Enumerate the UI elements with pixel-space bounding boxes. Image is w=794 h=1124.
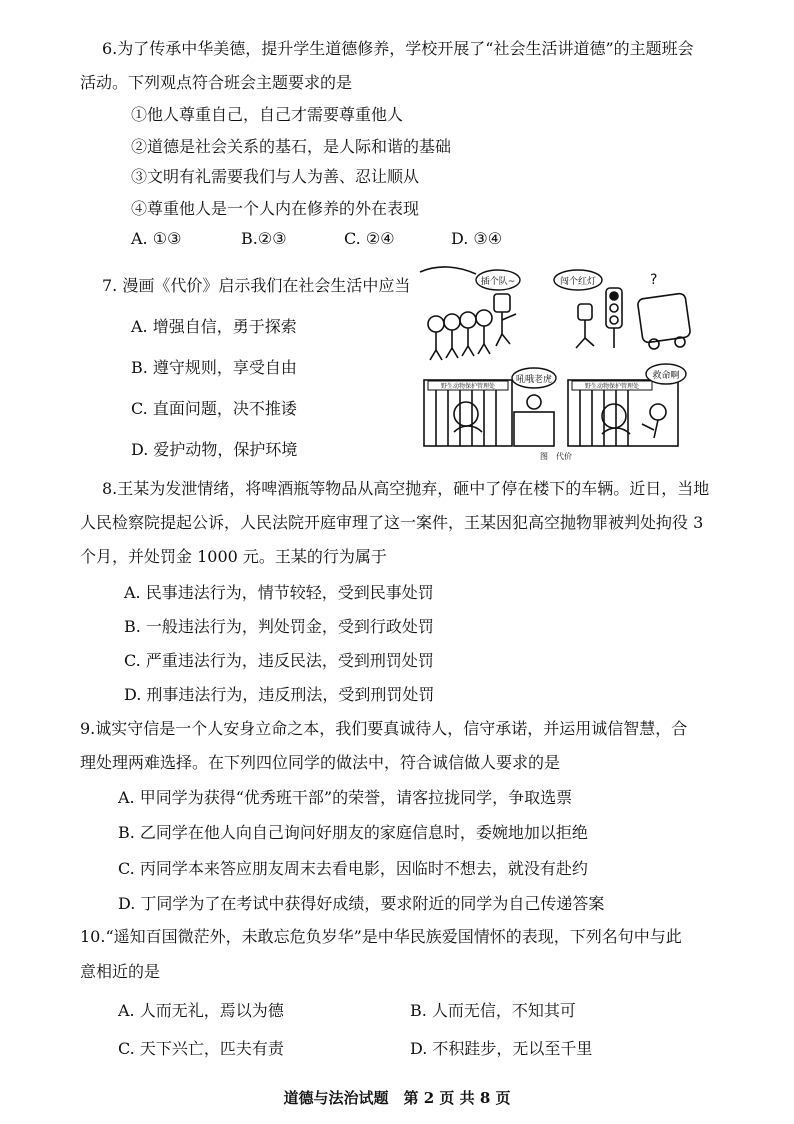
q7-option-b: B. 遵守规则，享受自由 (131, 358, 297, 377)
q7-stem: 7. 漫画《代价》启示我们在社会生活中应当 (102, 276, 411, 295)
q7-option-c: C. 直面问题，决不推诿 (131, 399, 297, 418)
q10-option-c: C. 天下兴亡，匹夫有责 (118, 1039, 284, 1058)
q10-option-a: A. 人而无礼，焉以为德 (118, 1001, 284, 1020)
q9-option-d: D. 丁同学为了在考试中获得好成绩，要求附近的同学为自己传递答案 (118, 894, 605, 913)
q6-statement-2: ②道德是社会关系的基石，是人际和谐的基础 (131, 137, 452, 156)
q9-stem-line1: 9.诚实守信是一个人安身立命之本，我们要真诚待人，信守承诺，并运用诚信智慧，合 (80, 719, 688, 738)
cartoon-sign2-text: 野生动物保护管理处 (584, 383, 640, 390)
cartoon-image (418, 262, 694, 462)
q6-stem-line1: 6.为了传承中华美德，提升学生道德修养，学校开展了“社会生活讲道德”的主题班会 (102, 39, 694, 58)
q10-stem-line1: 10.“遥知百国微茫外，未敢忘危负岁华”是中华民族爱国情怀的表现，下列名句中与此 (80, 927, 682, 946)
q7-option-d: D. 爱护动物，保护环境 (131, 440, 298, 459)
q8-option-c: C. 严重违法行为，违反民法，受到刑罚处罚 (124, 651, 434, 670)
q9-option-b: B. 乙同学在他人向自己询问好朋友的家庭信息时，委婉地加以拒绝 (118, 823, 588, 842)
q8-stem-line3: 个月，并处罚金 1000 元。王某的行为属于 (80, 547, 387, 566)
q8-option-a: A. 民事违法行为，情节较轻，受到民事处罚 (124, 583, 434, 602)
cartoon-caption: 图 代价 (540, 452, 572, 461)
q7-option-a: A. 增强自信，勇于探索 (131, 317, 297, 336)
q9-stem-line2: 理处理两难选择。在下列四位同学的做法中，符合诚信做人要求的是 (80, 753, 561, 772)
q8-stem-line2: 人民检察院提起公诉，人民法院开庭审理了这一案件，王某因犯高空抛物罪被判处拘役 3 (80, 513, 704, 532)
q10-option-d: D. 不积跬步，无以至千里 (410, 1039, 593, 1058)
q6-option-c: C. ②④ (344, 229, 395, 248)
q6-statement-3: ③文明有礼需要我们与人为善、忍让顺从 (131, 167, 420, 186)
q6-statement-1: ①他人尊重自己，自己才需要尊重他人 (131, 105, 404, 124)
cartoon-bubble2-text: 闯个红灯 (559, 277, 597, 287)
svg-text:?: ? (650, 272, 658, 288)
cartoon-bubble4-text: 救命啊 (652, 371, 680, 381)
q8-option-d: D. 刑事违法行为，违反刑法，受到刑罚处罚 (124, 685, 435, 704)
cartoon-sign1-text: 野生动物保护管理处 (440, 383, 496, 390)
q6-stem-line2: 活动。下列观点符合班会主题要求的是 (80, 73, 353, 92)
page-footer: 道德与法治试题 第 2 页 共 8 页 (283, 1089, 511, 1107)
cartoon-bubble1-text: 插个队~ (480, 277, 516, 287)
q6-option-a: A. ①③ (131, 229, 182, 248)
q10-option-b: B. 人而无信，不知其可 (410, 1001, 576, 1020)
cartoon-bubble3-text: 吼哦老虎 (515, 375, 553, 385)
q10-stem-line2: 意相近的是 (80, 962, 161, 981)
q9-option-a: A. 甲同学为获得“优秀班干部”的荣誉，请客拉拢同学，争取选票 (118, 788, 573, 807)
q6-option-b: B.②③ (241, 229, 287, 248)
q6-option-d: D. ③④ (451, 229, 503, 248)
q8-option-b: B. 一般违法行为，判处罚金，受到行政处罚 (124, 617, 434, 636)
q6-statement-4: ④尊重他人是一个人内在修养的外在表现 (131, 199, 420, 218)
q8-stem-line1: 8.王某为发泄情绪，将啤酒瓶等物品从高空抛弃，砸中了停在楼下的车辆。近日，当地 (102, 479, 710, 498)
q9-option-c: C. 丙同学本来答应朋友周末去看电影，因临时不想去，就没有赴约 (118, 859, 588, 878)
